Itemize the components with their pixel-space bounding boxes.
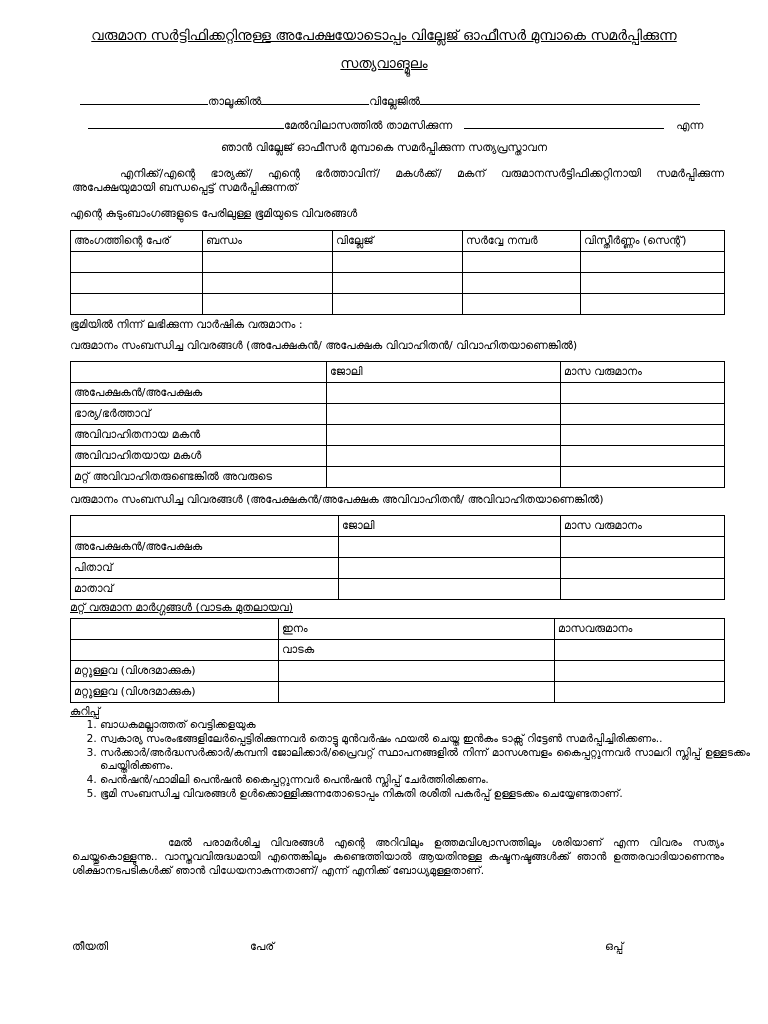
col-job: ജോലി bbox=[327, 362, 561, 383]
other-income-heading: മറ്റ് വരുമാന മാർഗ്ഗങ്ങൾ (വാടക മുതലായവ) bbox=[70, 601, 293, 614]
land-table-header bbox=[71, 231, 725, 252]
list-item: 4. പെൻഷൻ/ഫാമിലി പെൻഷൻ കൈപ്പറ്റുന്നവർ പെൻഷൻ സ്ലിപ്പ് ചേർത്തിരിക്കണം. bbox=[100, 774, 750, 787]
form-title: വരുമാന സർട്ടിഫിക്കറ്റിനുള്ള അപേക്ഷയോടൊപ്പം വില്ലേജ് ഓഫീസർ മുമ്പാകെ സമർപ്പിക്കുന്ന bbox=[91, 28, 677, 44]
table-row: മാതാവ് bbox=[71, 579, 725, 600]
col-area: വിസ്തീർണ്ണം (സെന്റ്) bbox=[581, 231, 725, 252]
col-monthly-income: മാസ വരുമാനം bbox=[561, 362, 725, 383]
taluk-village-line bbox=[80, 94, 725, 109]
date-label: തീയതി bbox=[72, 940, 109, 953]
name-label: പേര് bbox=[250, 940, 275, 953]
residence-line bbox=[88, 118, 728, 133]
col-monthly-income: മാസ വരുമാനം bbox=[561, 516, 725, 537]
address-blank[interactable] bbox=[88, 118, 284, 129]
table-row: വാടക bbox=[71, 640, 725, 661]
table-row bbox=[71, 252, 725, 273]
table-row: മറ്റുള്ളവ (വിശദമാക്കുക) bbox=[71, 682, 725, 703]
table-row: അവിവാഹിതനായ മകൻ bbox=[71, 425, 725, 446]
table-row: അപേക്ഷകൻ/അപേക്ഷക bbox=[71, 383, 725, 404]
land-section-heading: എന്റെ കുടുംബാംഗങ്ങളുടെ പേരിലുള്ള ഭൂമിയുടെ വിവരങ്ങൾ bbox=[70, 207, 358, 220]
signature-label: ഒപ്പ് bbox=[605, 940, 624, 953]
income-unmarried-header bbox=[71, 516, 725, 537]
income-unmarried-heading: വരുമാനം സംബന്ധിച്ച വിവരങ്ങൾ (അപേക്ഷകൻ/അപേക്ഷക അവിവാഹിതൻ/ അവിവാഹിതയാണെങ്കിൽ) bbox=[70, 493, 604, 506]
table-row bbox=[71, 273, 725, 294]
list-item: 1. ബാധകമല്ലാത്തത് വെട്ടിക്കളയുക bbox=[100, 719, 750, 732]
table-row: മറ്റുള്ളവ (വിശദമാക്കുക) bbox=[71, 661, 725, 682]
name-blank[interactable] bbox=[464, 118, 664, 129]
col-member-name: അംഗത്തിന്റെ പേര് bbox=[71, 231, 203, 252]
named-label: എന്ന bbox=[676, 119, 704, 132]
purpose-text: എനിക്ക്/എന്റെ ഭാര്യക്ക്/ എന്റെ ഭർത്താവിന്/ മകൾക്ക്/ മകന് വരുമാനസർട്ടിഫിക്കറ്റിനായി സമർപ്പിക്കുന്ന അപേക്ഷയുമായി ബന്ധപ്പെട്ട് സമർപ്പിക്കുന്നത് bbox=[72, 167, 724, 194]
table-row: പിതാവ് bbox=[71, 558, 725, 579]
income-unmarried-table bbox=[70, 515, 725, 600]
list-item: 5. ഭൂമി സംബന്ധിച്ച വിവരങ്ങൾ ഉൾക്കൊള്ളിക്കുന്നതോടൊപ്പം നികുതി രശീതി പകർപ്പ് ഉള്ളടക്കം ചെയ്യേണ്ടതാണ്. bbox=[100, 788, 750, 801]
other-income-header bbox=[71, 619, 725, 640]
notes-list bbox=[72, 719, 750, 802]
annual-income-label: ഭൂമിയിൽ നിന്ന് ലഭിക്കുന്ന വാർഷിക വരുമാനം : bbox=[70, 318, 303, 331]
income-married-table bbox=[70, 361, 725, 488]
income-married-heading: വരുമാനം സംബന്ധിച്ച വിവരങ്ങൾ (അപേക്ഷകൻ/ അപേക്ഷക വിവാഹിതൻ/ വിവാഹിതയാണെങ്കിൽ) bbox=[70, 339, 578, 352]
table-row: അവിവാഹിതയായ മകൾ bbox=[71, 446, 725, 467]
taluk-blank[interactable] bbox=[80, 94, 208, 105]
table-row: മറ്റ് അവിവാഹിതരുണ്ടെങ്കിൽ അവരുടെ bbox=[71, 467, 725, 488]
col-item: ഇനം bbox=[279, 619, 555, 640]
village-label: വില്ലേജിൽ bbox=[369, 95, 421, 108]
taluk-label: താലൂക്കിൽ bbox=[208, 95, 262, 108]
residence-label: മേൽവിലാസത്തിൽ താമസിക്കുന്ന bbox=[284, 119, 453, 132]
col-job: ജോലി bbox=[339, 516, 561, 537]
col-monthly-income: മാസവരുമാനം bbox=[555, 619, 725, 640]
village-blank[interactable] bbox=[261, 94, 369, 105]
table-row: അപേക്ഷകൻ/അപേക്ഷക bbox=[71, 537, 725, 558]
form-subtitle: സത്യവാങ്മൂലം bbox=[340, 56, 428, 72]
income-married-header bbox=[71, 362, 725, 383]
col-survey-number: സർവ്വേ നമ്പർ bbox=[463, 231, 581, 252]
table-row: ഭാര്യ/ഭർത്താവ് bbox=[71, 404, 725, 425]
declaration-intro: ഞാൻ വില്ലേജ് ഓഫീസർ മുമ്പാകെ സമർപ്പിക്കുന്ന സത്യപ്രസ്താവന bbox=[220, 141, 548, 154]
village-tail-blank[interactable] bbox=[420, 94, 700, 105]
notes-heading: കുറിപ്പ് bbox=[70, 705, 100, 718]
other-income-table bbox=[70, 618, 725, 703]
list-item: 3. സർക്കാർ/അർദ്ധസർക്കാർ/കമ്പനി ജോലിക്കാർ/പ്രൈവറ്റ് സ്ഥാപനങ്ങളിൽ നിന്ന് മാസശമ്പളം കൈപ്പറ്റുന്നവർ സാലറി സ്ലിപ്പ് ഉള്ളടക്കം ചെയ്തിരിക്കണം. bbox=[100, 747, 750, 773]
land-table bbox=[70, 230, 725, 315]
closing-statement: മേൽ പരാമർശിച്ച വിവരങ്ങൾ എന്റെ അറിവിലും ഉത്തമവിശ്വാസത്തിലും ശരിയാണ് എന്ന വിവരം സത്യം ചെയ്തുകൊള്ളുന്നു.. വാസ്തവവിരുദ്ധമായി എന്തെങ്കിലും കണ്ടെത്തിയാൽ ആയതിനുള്ള കഷ്ടനഷ്ടങ്ങൾക്ക് ഞാൻ ഉത്തരവാദിയാണെന്നും ശിക്ഷാനടപടികൾക്ക് ഞാൻ വിധേയനാകുന്നതാണ്/ എന്ന് എനിക്ക് ബോധ്യമുള്ളതാണ്. bbox=[72, 837, 724, 877]
col-relation: ബന്ധം bbox=[203, 231, 333, 252]
table-row bbox=[71, 294, 725, 315]
list-item: 2. സ്വകാര്യ സംരംഭങ്ങളിലേർപ്പെട്ടിരിക്കുന്നവർ തൊട്ടു മുൻവർഷം ഫയൽ ചെയ്ത ഇൻകം ടാക്സ് റിട്ടേൺ സമർപ്പിച്ചിരിക്കണം.. bbox=[100, 733, 750, 746]
col-village: വില്ലേജ് bbox=[333, 231, 463, 252]
